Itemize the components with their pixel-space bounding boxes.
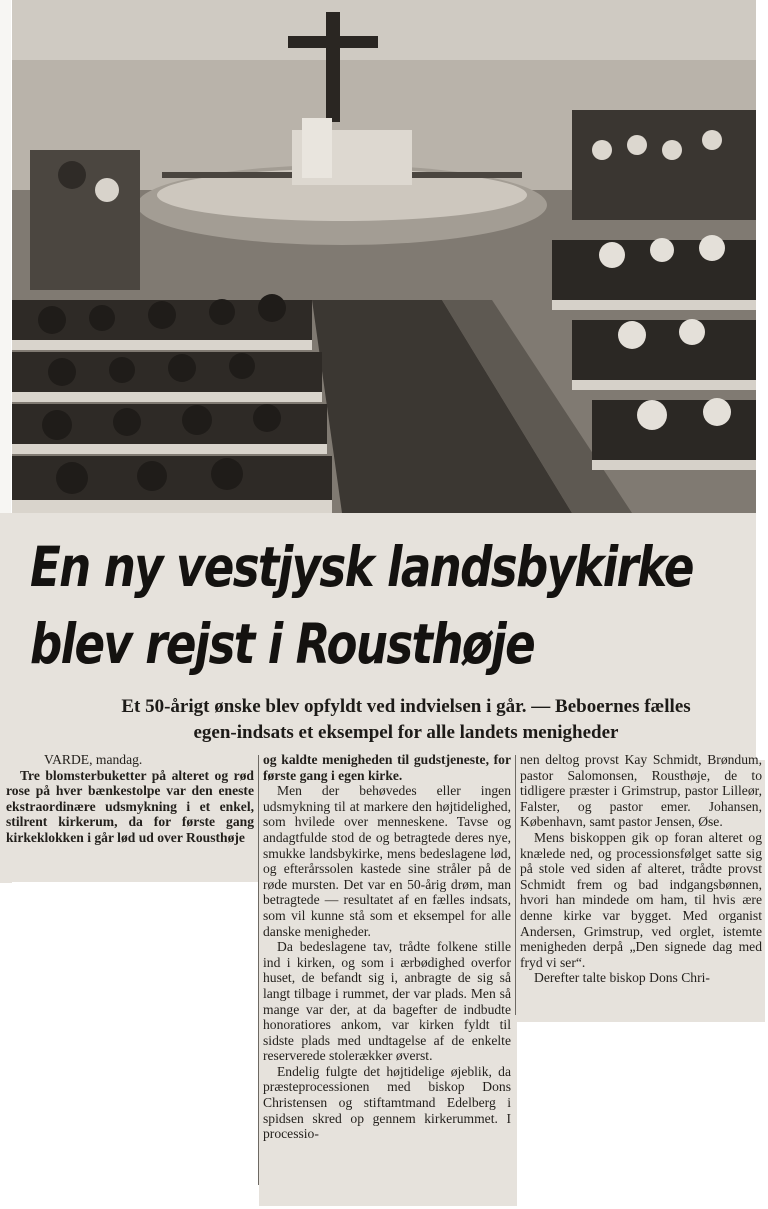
subheading-line-2: egen-indsats et eksempel for alle landets menigheder [193,722,619,743]
article-column-3 [520,752,762,986]
column-2-paragraph-2: Men der behøvedes eller ingen udsmykning til at markere den højtidelighed, som hvilede over menneskene. Tavse og andagtfulde stod de og betragtede deres nye, smukke landsbykirke, mens bedeslagene lød, og efterårssolen kastede sine stråler på de røde mursten. Det var en 50-årig drøm, man betragtede — resultatet af en fælles indsats, som vil kunne stå som et eksempel for alle danske menigheder. [263,783,511,939]
column-rule-1 [258,755,259,1185]
subheading-line-1: Et 50-årigt ønske blev opfyldt ved indvielsen i går. — Beboernes fælles [121,696,691,717]
dateline: VARDE, mandag. [44,752,143,767]
column-3-paragraph-1: nen deltog provst Kay Schmidt, Brøndum, pastor Salomonsen, Rousthøje, de to tidligere præster i Grimstrup, pastor Lilleør, Falster, og pastor emer. Johansen, København, samt pastor Jensen, Øse. [520,752,762,830]
headline-line-2: blev rejst i Rousthøje [30,612,535,676]
column-3-paragraph-3: Derefter talte biskop Dons Chri- [534,970,710,986]
article-column-2 [263,752,511,1142]
article-column-1 [6,752,254,846]
church-interior-illustration [12,0,756,513]
column-3-paragraph-2: Mens biskoppen gik op foran alteret og knælede ned, og processionsfølget satte sig på stole ved siden af alteret, trådte provst Schmidt frem og bad indgangsbønnen, hvori han mindede om ham, til hvis ære denne kirke var bygget. Med organist Andersen, Grimstrup, ved orglet, istemte menigheden derpå „Den signede dag med fryd vi ser“. [520,829,762,970]
headline-line-1: En ny vestjysk landsbykirke [30,535,693,599]
column-2-lead-paragraph: og kaldte menigheden til gudstjeneste, for første gang i egen kirke. [263,752,511,783]
column-rule-2 [515,755,516,1015]
column-2-paragraph-3: Da bedeslagene tav, trådte folkene stille ind i kirken, og som i ærbødighed overfor huset, de befandt sig i, anbragte de sig så langt tilbage i rummet, der var plads. Men så mange var der, at da bagefter de indbudte honoratiores ankom, var kirken fyldt til sidste plads med undtagelse af de enkelte reserverede stolerækker øverst. [263,939,511,1064]
column-1-lead-paragraph: Tre blomsterbuketter på alteret og rød rose på hver bænkestolpe var den eneste ekstraordinære udsmykning i et enkel, stilrent kirkerum, da for første gang kirkeklokken i går lød ud over Rousthøje [6,767,254,845]
clipping-left-margin [0,0,11,513]
church-interior-photo [12,0,756,513]
column-2-paragraph-4: Endelig fulgte det højtidelige øjeblik, da præsteprocessionen med biskop Dons Christensen og stiftamtmand Edelberg i spidsen skred op gennem kirkerummet. I processio- [263,1063,511,1142]
